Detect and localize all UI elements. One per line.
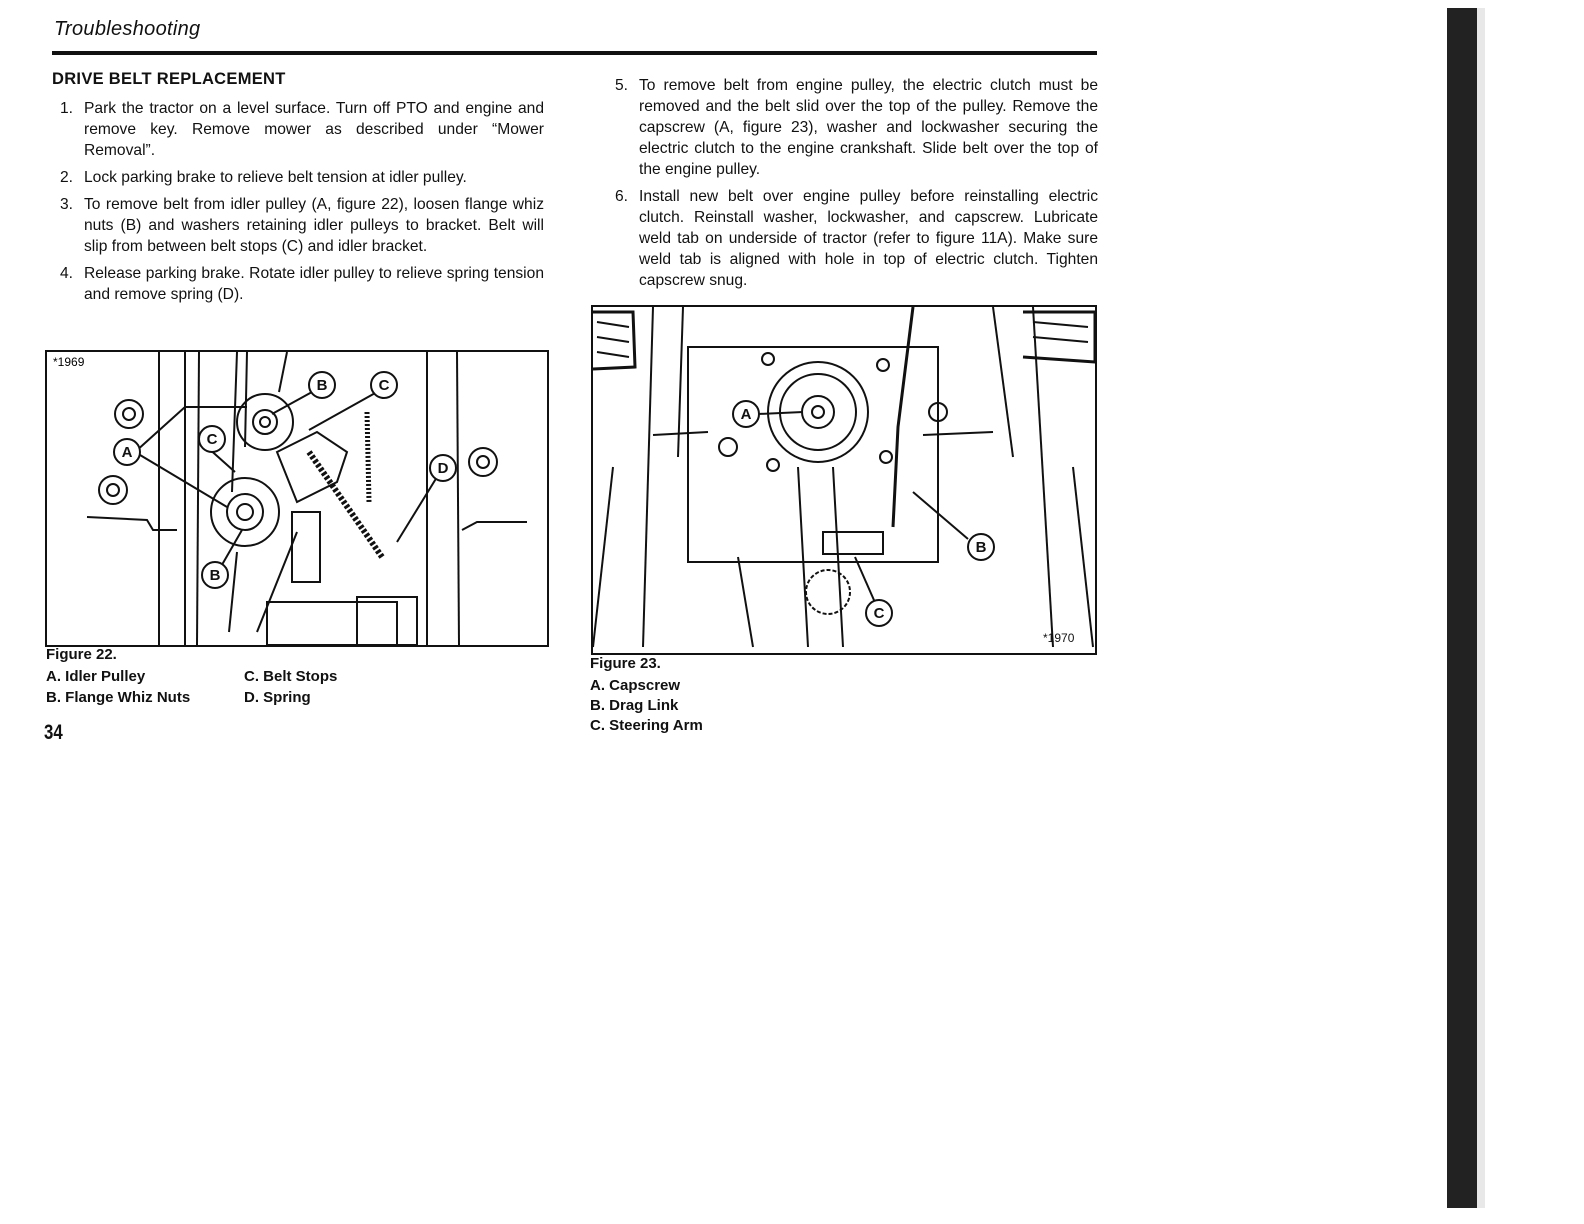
step-item bbox=[52, 98, 544, 161]
callout-a: A bbox=[121, 444, 133, 461]
step-number: 3. bbox=[60, 196, 74, 213]
callout-b: B bbox=[975, 539, 987, 556]
step-text: Park the tractor on a level surface. Turn off PTO and engine and remove key. Remove mower as described under “Mower Removal”. bbox=[84, 100, 544, 159]
figure-22-legend-item: B. Flange Whiz Nuts bbox=[46, 689, 191, 706]
steps-list-left bbox=[52, 98, 544, 311]
steps-list-right bbox=[607, 75, 1098, 297]
step-item bbox=[52, 263, 544, 305]
figure-23-legend-item: A. Capscrew bbox=[590, 677, 681, 694]
binding-edge bbox=[1447, 8, 1477, 1208]
step-number: 4. bbox=[60, 265, 74, 282]
step-text: Lock parking brake to relieve belt tension at idler pulley. bbox=[84, 169, 467, 186]
figure-23-legend-item: B. Drag Link bbox=[590, 697, 679, 714]
figure-22-illustration bbox=[47, 352, 547, 645]
callout-c: C bbox=[378, 377, 390, 394]
figure-23-illustration bbox=[593, 307, 1095, 653]
binding-edge-light bbox=[1477, 8, 1485, 1208]
header-rule bbox=[52, 51, 1097, 55]
figure-22-legend-item: D. Spring bbox=[244, 689, 311, 706]
step-item bbox=[52, 194, 544, 257]
step-item bbox=[52, 167, 544, 188]
callout-a: A bbox=[740, 406, 752, 423]
figure-22-caption-title: Figure 22. bbox=[46, 646, 117, 663]
step-number: 2. bbox=[60, 169, 74, 186]
callout-c: C bbox=[206, 431, 218, 448]
step-text: To remove belt from engine pulley, the electric clutch must be removed and the belt slid over the top of the pulley. Remove the capscrew (A, figure 23), washer and lockwasher securing the electric clutch to the engine crankshaft. Slide belt over the top of the engine pulley. bbox=[639, 77, 1098, 178]
step-number: 6. bbox=[615, 188, 629, 205]
figure-23-code: *1970 bbox=[1043, 631, 1075, 645]
step-text: Release parking brake. Rotate idler pulley to relieve spring tension and remove spring (D). bbox=[84, 265, 544, 303]
figure-23-drawing bbox=[591, 305, 1097, 655]
figure-22-drawing bbox=[45, 350, 549, 647]
step-number: 5. bbox=[615, 77, 629, 94]
section-heading: DRIVE BELT REPLACEMENT bbox=[52, 70, 286, 88]
step-item bbox=[607, 186, 1098, 291]
callout-b: B bbox=[316, 377, 328, 394]
figure-22-code: *1969 bbox=[53, 355, 85, 369]
step-item bbox=[607, 75, 1098, 180]
callout-c: C bbox=[873, 605, 885, 622]
figure-22-legend-item: A. Idler Pulley bbox=[46, 668, 146, 685]
step-text: Install new belt over engine pulley before reinstalling electric clutch. Reinstall washer, lockwasher, and capscrew. Lubricate weld tab on underside of tractor (refer to figure 11A). Make sure weld tab is aligned with hole in top of electric clutch. Tighten capscrew snug. bbox=[639, 188, 1098, 289]
page-number: 34 bbox=[44, 721, 63, 744]
figure-22-legend-item: C. Belt Stops bbox=[244, 668, 338, 685]
figure-23-caption-title: Figure 23. bbox=[590, 655, 661, 672]
callout-b: B bbox=[209, 567, 221, 584]
step-text: To remove belt from idler pulley (A, figure 22), loosen flange whiz nuts (B) and washers retaining idler pulleys to bracket. Belt will slip from between belt stops (C) and idler bracket. bbox=[84, 196, 544, 255]
step-number: 1. bbox=[60, 100, 74, 117]
figure-23-legend-item: C. Steering Arm bbox=[590, 717, 703, 734]
page-header-title: Troubleshooting bbox=[54, 18, 201, 40]
callout-d: D bbox=[437, 460, 449, 477]
